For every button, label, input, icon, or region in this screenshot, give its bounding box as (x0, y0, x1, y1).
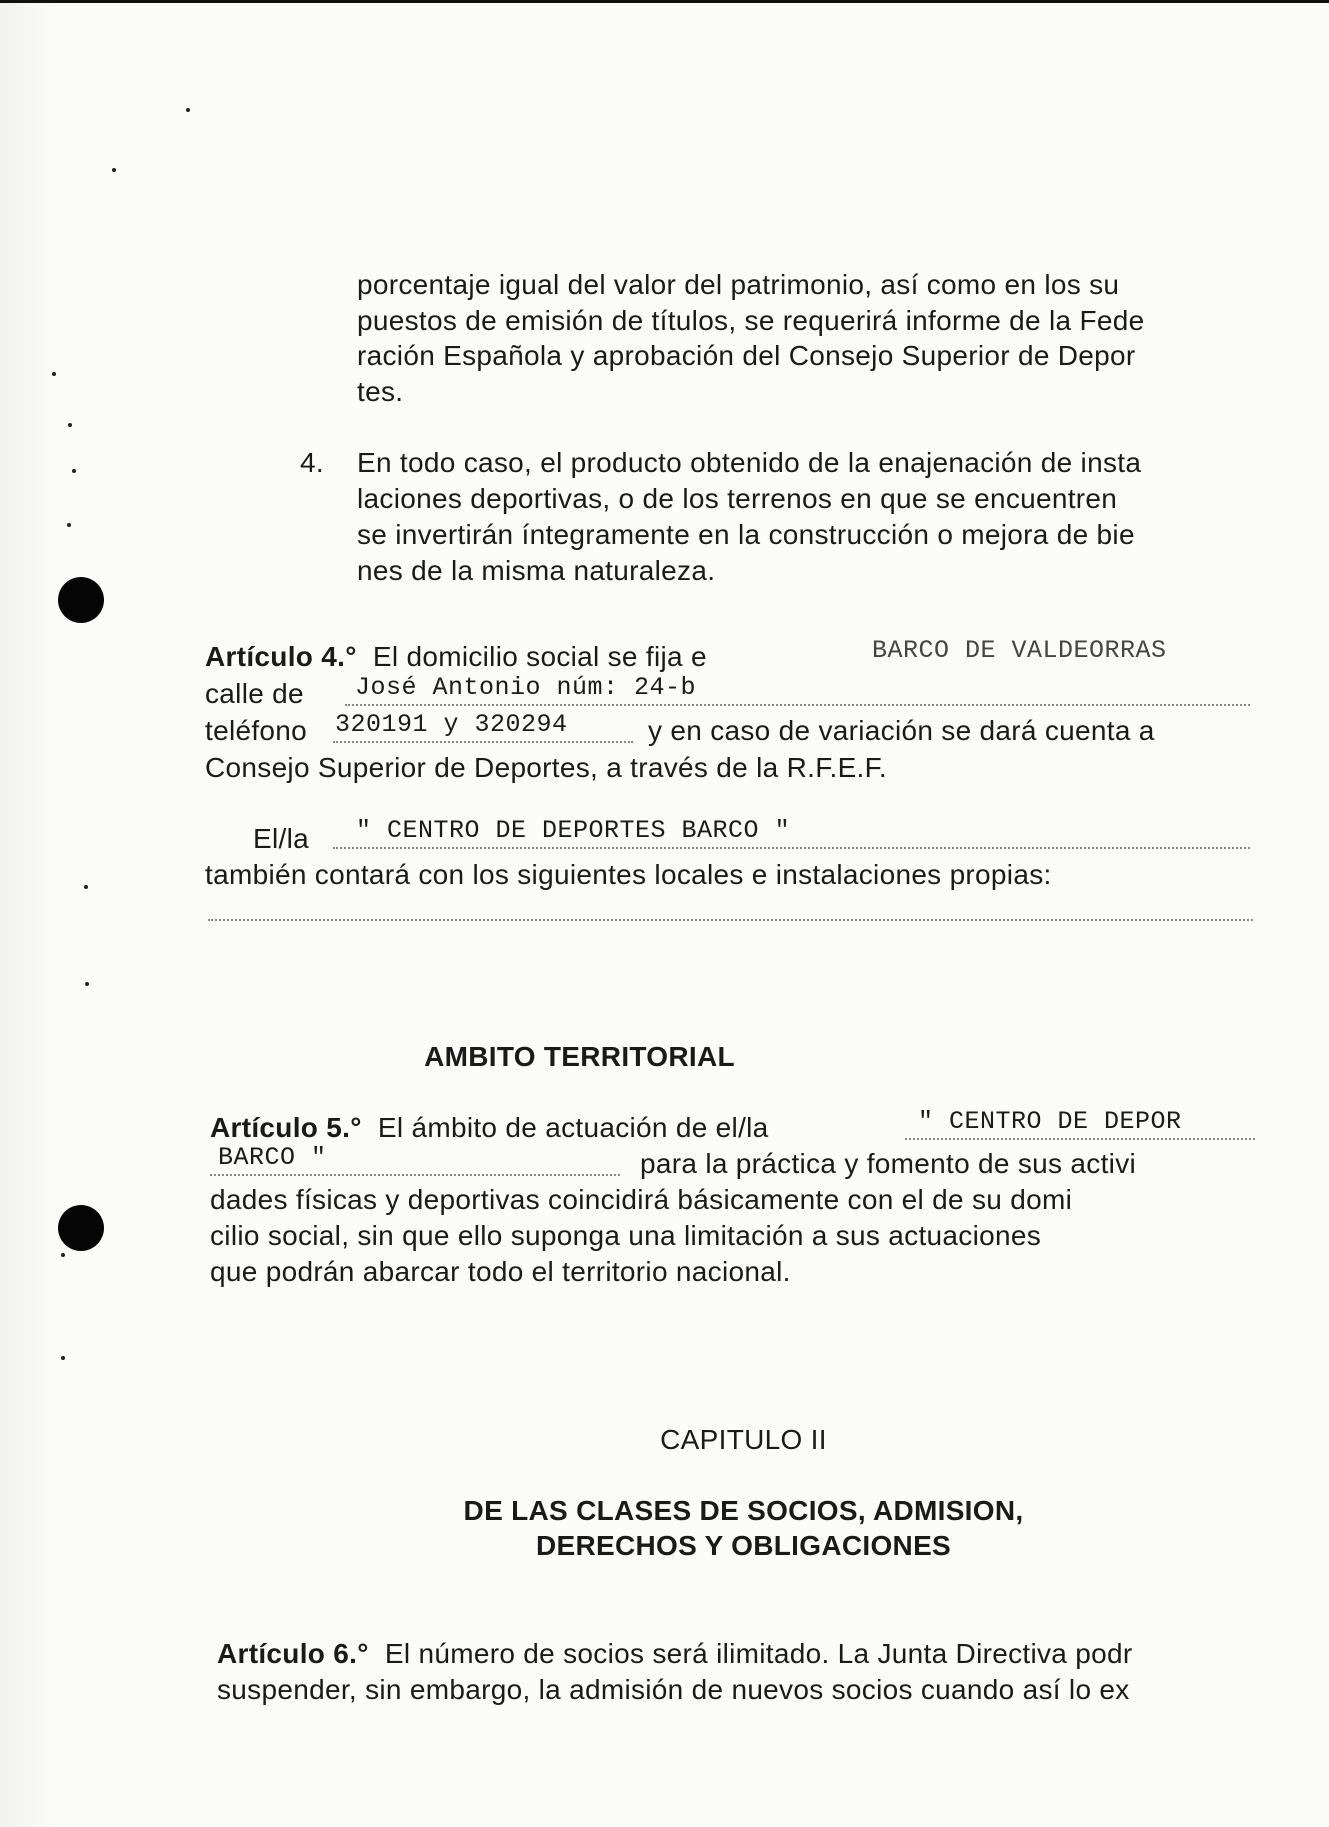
item4-number: 4. (300, 447, 324, 478)
art4-text-3: teléfono (205, 715, 308, 746)
art6-line-2: suspender, sin embargo, la admisión de nuevos socios cuando así lo ex (217, 1674, 1130, 1705)
art5-text-2-rest: para la práctica y fomento de sus activi (640, 1148, 1137, 1179)
art5-line-3: dades físicas y deportivas coincidirá básicamente con el de su domi (210, 1184, 1073, 1215)
art4-line-6: también contará con los siguientes locales e instalaciones propias: (205, 859, 1052, 890)
art5-fill-name-1: " CENTRO DE DEPOR (918, 1107, 1182, 1136)
art5-fill-name-2: BARCO " (218, 1143, 327, 1172)
punch-hole-bottom (58, 1205, 104, 1251)
art4-line-5 (253, 822, 309, 856)
speck (85, 982, 89, 986)
art5-line-4: cilio social, sin que ello suponga una limitación a sus actuaciones (210, 1220, 1042, 1251)
chapter-title-1: DE LAS CLASES DE SOCIOS, ADMISION, (463, 1495, 1024, 1526)
art6-text-1: El número de socios será ilimitado. La Junta Directiva podr (384, 1638, 1133, 1669)
art4-text-3-rest: y en caso de variación se dará cuenta a (648, 715, 1155, 746)
art4-line-1 (205, 640, 707, 674)
item4-line-1: En todo caso, el producto obtenido de la enajenación de insta (357, 447, 1142, 478)
art4-text-5: El/la (253, 823, 309, 854)
para3-line-4: tes. (357, 376, 404, 407)
art4-fill-phone: 320191 y 320294 (335, 710, 568, 739)
chapter-title-2: DERECHOS Y OBLIGACIONES (535, 1530, 952, 1561)
art4-line-2 (205, 677, 304, 711)
art4-text-1: El domicilio social se fija e (372, 641, 707, 672)
art5-name-dots-1 (905, 1137, 1255, 1140)
speck (186, 108, 190, 112)
speck (61, 1253, 65, 1257)
art5-line-1 (210, 1111, 769, 1145)
speck (61, 1356, 65, 1360)
speck (72, 469, 76, 473)
speck (84, 885, 88, 889)
art4-name-dots (333, 846, 1250, 849)
page-left-shadow (0, 0, 60, 1827)
art4-facilities-dots (208, 918, 1253, 921)
page-top-edge (0, 0, 1329, 3)
art4-fill-city: BARCO DE VALDEORRAS (872, 636, 1167, 665)
section-ambito-title: AMBITO TERRITORIAL (424, 1041, 735, 1072)
art4-street-dots (345, 703, 1250, 706)
art5-label: Artículo 5.° (210, 1112, 362, 1143)
art6-label: Artículo 6.° (217, 1638, 369, 1669)
speck (67, 523, 71, 527)
art4-line-3 (205, 714, 307, 748)
para3-line-3: ración Española y aprobación del Consejo Superior de Depor (357, 340, 1136, 371)
speck (52, 372, 56, 376)
art4-text-2: calle de (205, 678, 304, 709)
speck (68, 423, 72, 427)
art6-line-1 (217, 1637, 1133, 1671)
art4-label: Artículo 4.° (205, 641, 357, 672)
art5-name-dots-2 (210, 1173, 620, 1176)
para3-line-2: puestos de emisión de títulos, se requerirá informe de la Fede (357, 305, 1145, 336)
punch-hole-top (58, 577, 104, 623)
art4-phone-dots (333, 740, 633, 743)
art4-fill-name: " CENTRO DE DEPORTES BARCO " (356, 816, 791, 845)
art4-line-4: Consejo Superior de Deportes, a través de la R.F.E.F. (205, 752, 888, 783)
speck (112, 168, 116, 172)
para3-line-1: porcentaje igual del valor del patrimonio, así como en los su (357, 269, 1120, 300)
chapter-number: CAPITULO II (660, 1424, 827, 1455)
art5-text-1: El ámbito de actuación de el/la (377, 1112, 769, 1143)
art5-line-5: que podrán abarcar todo el territorio nacional. (210, 1256, 791, 1287)
art4-fill-street: José Antonio núm: 24-b (355, 673, 697, 702)
item4-line-2: laciones deportivas, o de los terrenos en que se encuentren (357, 483, 1118, 514)
item4-line-4: nes de la misma naturaleza. (357, 555, 716, 586)
item4-line-3: se invertirán íntegramente en la construcción o mejora de bie (357, 519, 1135, 550)
